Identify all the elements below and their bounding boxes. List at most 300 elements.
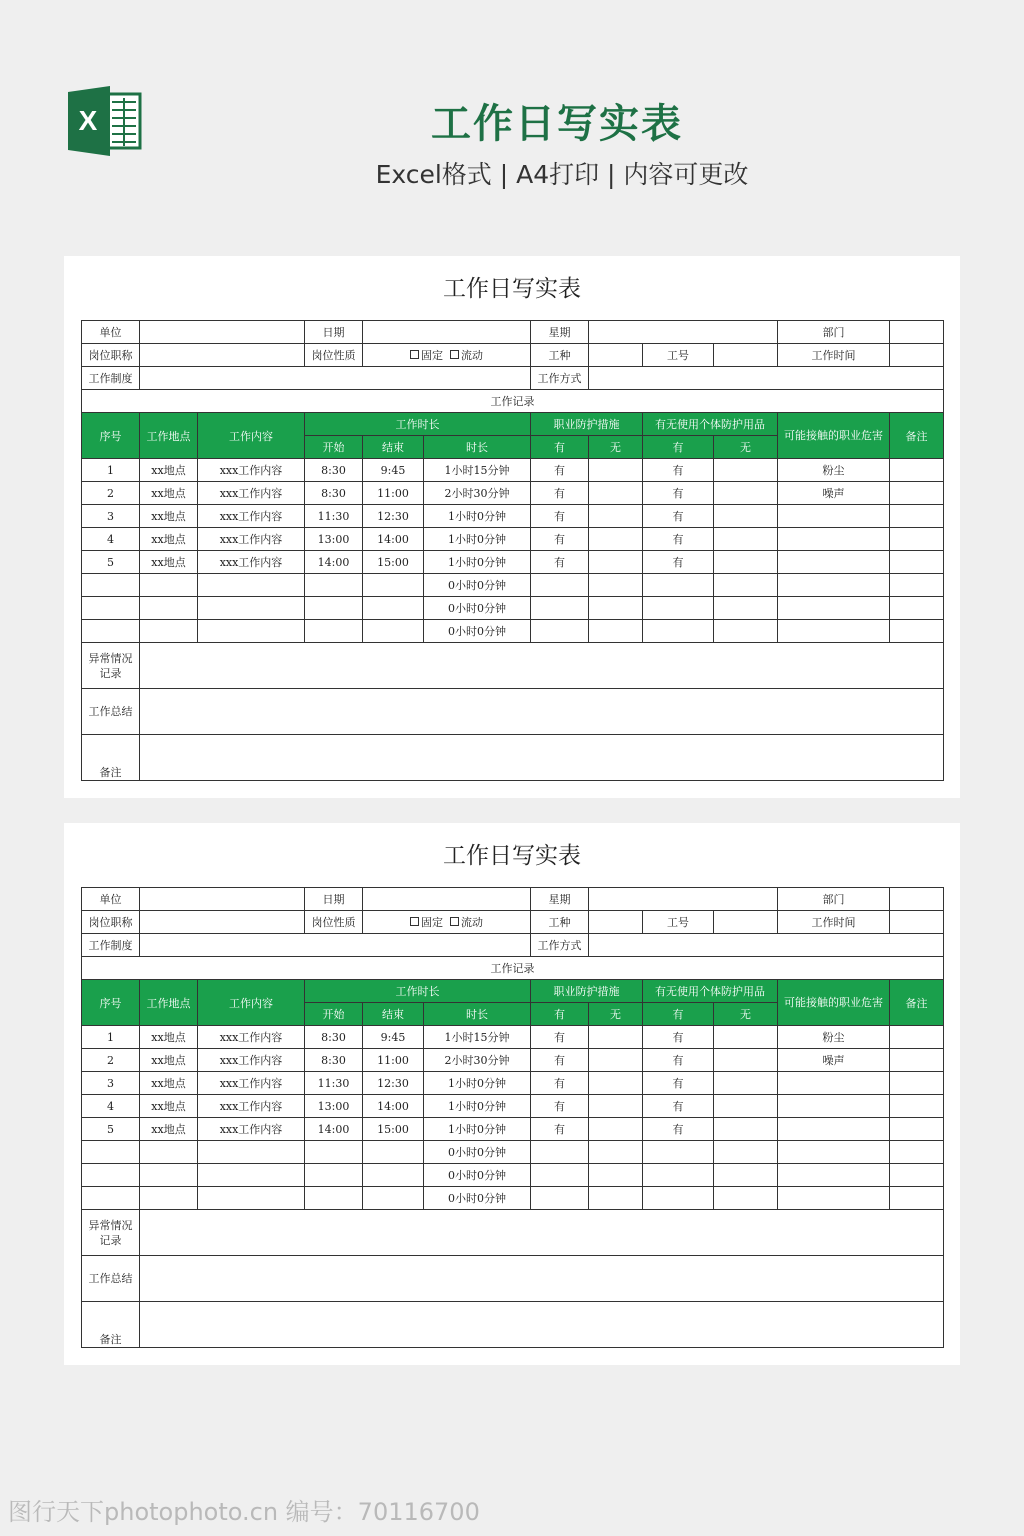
row-hazard[interactable] bbox=[778, 574, 890, 597]
page-title: 工作日写实表 bbox=[431, 101, 683, 147]
row-place[interactable]: xx地点 bbox=[140, 551, 198, 574]
col-start: 开始 bbox=[305, 436, 363, 459]
row-no[interactable]: 3 bbox=[82, 505, 140, 528]
row-remark[interactable] bbox=[890, 1095, 944, 1118]
row-no[interactable]: 2 bbox=[82, 1049, 140, 1072]
post-field[interactable] bbox=[140, 911, 305, 934]
row-hazard[interactable]: 粉尘 bbox=[778, 1026, 890, 1049]
row-protect-yes[interactable]: 有 bbox=[531, 1049, 589, 1072]
row-ppe-yes[interactable]: 有 bbox=[643, 1072, 714, 1095]
row-ppe-no[interactable] bbox=[714, 1095, 778, 1118]
row-ppe-yes[interactable] bbox=[643, 1164, 714, 1187]
row-content[interactable] bbox=[198, 1187, 305, 1210]
col-protect-group: 职业防护措施 bbox=[531, 980, 643, 1003]
table-row bbox=[82, 1026, 944, 1049]
row-length[interactable]: 1小时0分钟 bbox=[424, 1095, 531, 1118]
fixed-option-label: 固定 bbox=[421, 916, 443, 929]
abnormal-field[interactable] bbox=[140, 643, 944, 689]
remark-label: 备注 bbox=[82, 1302, 140, 1348]
row-length[interactable]: 2小时30分钟 bbox=[424, 1049, 531, 1072]
table-row bbox=[82, 459, 944, 482]
row-place[interactable]: xx地点 bbox=[140, 1049, 198, 1072]
col-remark: 备注 bbox=[890, 413, 944, 459]
row-ppe-yes[interactable] bbox=[643, 1141, 714, 1164]
col-end: 结束 bbox=[363, 436, 424, 459]
row-end[interactable]: 12:30 bbox=[363, 505, 424, 528]
row-length[interactable]: 2小时30分钟 bbox=[424, 482, 531, 505]
col-ppe-no: 无 bbox=[714, 1003, 778, 1026]
remark-field[interactable] bbox=[140, 1302, 944, 1348]
row-length[interactable]: 0小时0分钟 bbox=[424, 574, 531, 597]
row-remark[interactable] bbox=[890, 505, 944, 528]
row-ppe-no[interactable] bbox=[714, 1118, 778, 1141]
unit-field[interactable] bbox=[140, 321, 305, 344]
sheet-title: 工作日写实表 bbox=[443, 843, 581, 869]
row-ppe-yes[interactable]: 有 bbox=[643, 551, 714, 574]
row-content[interactable] bbox=[198, 574, 305, 597]
system-label: 工作制度 bbox=[82, 934, 140, 957]
date-field[interactable] bbox=[363, 888, 531, 911]
remark-field[interactable] bbox=[140, 735, 944, 781]
row-length[interactable]: 0小时0分钟 bbox=[424, 1187, 531, 1210]
table-row bbox=[82, 1118, 944, 1141]
id-label: 工号 bbox=[643, 344, 714, 367]
dept-field[interactable] bbox=[890, 321, 944, 344]
table-row bbox=[82, 597, 944, 620]
row-protect-no[interactable] bbox=[589, 1187, 643, 1210]
row-ppe-yes[interactable]: 有 bbox=[643, 482, 714, 505]
row-length[interactable]: 0小时0分钟 bbox=[424, 1164, 531, 1187]
weekday-label: 星期 bbox=[531, 321, 589, 344]
row-protect-no[interactable] bbox=[589, 1049, 643, 1072]
row-no[interactable] bbox=[82, 1141, 140, 1164]
col-length: 时长 bbox=[424, 1003, 531, 1026]
abnormal-field[interactable] bbox=[140, 1210, 944, 1256]
row-ppe-yes[interactable]: 有 bbox=[643, 1095, 714, 1118]
type-field[interactable] bbox=[589, 344, 643, 367]
row-protect-yes[interactable] bbox=[531, 1141, 589, 1164]
row-start[interactable] bbox=[305, 1164, 363, 1187]
row-protect-no[interactable] bbox=[589, 1072, 643, 1095]
row-ppe-yes[interactable]: 有 bbox=[643, 1118, 714, 1141]
row-protect-no[interactable] bbox=[589, 551, 643, 574]
col-end: 结束 bbox=[363, 1003, 424, 1026]
row-place[interactable]: xx地点 bbox=[140, 459, 198, 482]
row-place[interactable]: xx地点 bbox=[140, 1095, 198, 1118]
row-length[interactable]: 0小时0分钟 bbox=[424, 620, 531, 643]
row-protect-no[interactable] bbox=[589, 1026, 643, 1049]
col-protect-yes: 有 bbox=[531, 1003, 589, 1026]
row-ppe-no[interactable] bbox=[714, 459, 778, 482]
row-protect-yes[interactable] bbox=[531, 597, 589, 620]
row-ppe-no[interactable] bbox=[714, 574, 778, 597]
row-hazard[interactable] bbox=[778, 620, 890, 643]
dept-label: 部门 bbox=[778, 321, 890, 344]
row-content[interactable] bbox=[198, 620, 305, 643]
row-place[interactable]: xx地点 bbox=[140, 482, 198, 505]
id-label: 工号 bbox=[643, 911, 714, 934]
row-hazard[interactable] bbox=[778, 528, 890, 551]
row-place[interactable]: xx地点 bbox=[140, 528, 198, 551]
row-hazard[interactable] bbox=[778, 551, 890, 574]
row-place[interactable] bbox=[140, 620, 198, 643]
row-start[interactable] bbox=[305, 574, 363, 597]
row-no[interactable]: 5 bbox=[82, 551, 140, 574]
date-label: 日期 bbox=[305, 888, 363, 911]
row-no[interactable]: 4 bbox=[82, 1095, 140, 1118]
record-rows bbox=[82, 459, 944, 643]
mobile-option-label: 流动 bbox=[461, 916, 483, 929]
type-label: 工种 bbox=[531, 344, 589, 367]
col-no: 序号 bbox=[82, 413, 140, 459]
record-rows bbox=[82, 1026, 944, 1210]
row-hazard[interactable] bbox=[778, 597, 890, 620]
row-ppe-no[interactable] bbox=[714, 1072, 778, 1095]
row-end[interactable]: 11:00 bbox=[363, 482, 424, 505]
summary-field[interactable] bbox=[140, 689, 944, 735]
row-protect-yes[interactable]: 有 bbox=[531, 459, 589, 482]
row-protect-yes[interactable]: 有 bbox=[531, 482, 589, 505]
row-protect-no[interactable] bbox=[589, 505, 643, 528]
row-protect-yes[interactable] bbox=[531, 1164, 589, 1187]
row-ppe-no[interactable] bbox=[714, 482, 778, 505]
col-duration-group: 工作时长 bbox=[305, 413, 531, 436]
row-no[interactable] bbox=[82, 574, 140, 597]
row-end[interactable]: 15:00 bbox=[363, 1118, 424, 1141]
row-remark[interactable] bbox=[890, 1141, 944, 1164]
row-ppe-yes[interactable] bbox=[643, 1187, 714, 1210]
mode-field[interactable] bbox=[589, 934, 944, 957]
unit-field[interactable] bbox=[140, 888, 305, 911]
post-label: 岗位职称 bbox=[82, 344, 140, 367]
row-protect-yes[interactable]: 有 bbox=[531, 505, 589, 528]
col-ppe-yes: 有 bbox=[643, 436, 714, 459]
row-remark[interactable] bbox=[890, 1026, 944, 1049]
row-hazard[interactable] bbox=[778, 1187, 890, 1210]
col-duration-group: 工作时长 bbox=[305, 980, 531, 1003]
row-end[interactable]: 11:00 bbox=[363, 1049, 424, 1072]
table-row bbox=[82, 1187, 944, 1210]
row-protect-yes[interactable]: 有 bbox=[531, 1118, 589, 1141]
row-start[interactable]: 8:30 bbox=[305, 482, 363, 505]
row-length[interactable]: 1小时0分钟 bbox=[424, 1118, 531, 1141]
row-remark[interactable] bbox=[890, 1049, 944, 1072]
unit-label: 单位 bbox=[82, 321, 140, 344]
sheet-title: 工作日写实表 bbox=[443, 276, 581, 302]
row-place[interactable]: xx地点 bbox=[140, 1072, 198, 1095]
row-no[interactable]: 2 bbox=[82, 482, 140, 505]
table-row bbox=[82, 528, 944, 551]
col-remark: 备注 bbox=[890, 980, 944, 1026]
mobile-option-label: 流动 bbox=[461, 349, 483, 362]
row-content[interactable]: xxx工作内容 bbox=[198, 482, 305, 505]
row-protect-no[interactable] bbox=[589, 574, 643, 597]
table-row bbox=[82, 1049, 944, 1072]
record-title: 工作记录 bbox=[82, 390, 944, 413]
row-no[interactable] bbox=[82, 620, 140, 643]
row-protect-yes[interactable] bbox=[531, 574, 589, 597]
row-length[interactable]: 1小时0分钟 bbox=[424, 551, 531, 574]
type-label: 工种 bbox=[531, 911, 589, 934]
row-end[interactable] bbox=[363, 1141, 424, 1164]
post-field[interactable] bbox=[140, 344, 305, 367]
row-protect-no[interactable] bbox=[589, 528, 643, 551]
fixed-checkbox[interactable] bbox=[410, 917, 419, 926]
table-row bbox=[82, 505, 944, 528]
row-remark[interactable] bbox=[890, 574, 944, 597]
row-protect-no[interactable] bbox=[589, 597, 643, 620]
row-ppe-yes[interactable] bbox=[643, 597, 714, 620]
record-title: 工作记录 bbox=[82, 957, 944, 980]
table-row bbox=[82, 1095, 944, 1118]
row-end[interactable]: 9:45 bbox=[363, 1026, 424, 1049]
row-start[interactable]: 11:30 bbox=[305, 1072, 363, 1095]
row-remark[interactable] bbox=[890, 1187, 944, 1210]
summary-field[interactable] bbox=[140, 1256, 944, 1302]
row-no[interactable]: 4 bbox=[82, 528, 140, 551]
row-protect-yes[interactable]: 有 bbox=[531, 528, 589, 551]
table-row bbox=[82, 482, 944, 505]
row-start[interactable]: 14:00 bbox=[305, 551, 363, 574]
id-field[interactable] bbox=[714, 344, 778, 367]
row-protect-yes[interactable]: 有 bbox=[531, 1072, 589, 1095]
row-place[interactable]: xx地点 bbox=[140, 1026, 198, 1049]
table-row bbox=[82, 551, 944, 574]
work-record-table bbox=[81, 320, 944, 781]
row-start[interactable] bbox=[305, 620, 363, 643]
mode-field[interactable] bbox=[589, 367, 944, 390]
col-ppe-group: 有无使用个体防护用品 bbox=[643, 413, 778, 436]
row-protect-yes[interactable]: 有 bbox=[531, 551, 589, 574]
col-content: 工作内容 bbox=[198, 413, 305, 459]
row-end[interactable]: 9:45 bbox=[363, 459, 424, 482]
row-no[interactable]: 1 bbox=[82, 1026, 140, 1049]
row-content[interactable]: xxx工作内容 bbox=[198, 505, 305, 528]
mobile-checkbox[interactable] bbox=[450, 917, 459, 926]
row-content[interactable] bbox=[198, 597, 305, 620]
row-ppe-no[interactable] bbox=[714, 1026, 778, 1049]
mode-label: 工作方式 bbox=[531, 367, 589, 390]
row-remark[interactable] bbox=[890, 620, 944, 643]
mobile-checkbox[interactable] bbox=[450, 350, 459, 359]
row-length[interactable]: 1小时15分钟 bbox=[424, 459, 531, 482]
row-start[interactable]: 13:00 bbox=[305, 1095, 363, 1118]
row-start[interactable]: 8:30 bbox=[305, 459, 363, 482]
row-remark[interactable] bbox=[890, 459, 944, 482]
row-end[interactable] bbox=[363, 597, 424, 620]
row-remark[interactable] bbox=[890, 1072, 944, 1095]
row-hazard[interactable] bbox=[778, 1118, 890, 1141]
time-field[interactable] bbox=[890, 344, 944, 367]
fixed-checkbox[interactable] bbox=[410, 350, 419, 359]
row-ppe-no[interactable] bbox=[714, 1187, 778, 1210]
col-hazard: 可能接触的职业危害 bbox=[778, 413, 890, 459]
row-ppe-yes[interactable]: 有 bbox=[643, 528, 714, 551]
row-place[interactable] bbox=[140, 1164, 198, 1187]
remark-label: 备注 bbox=[82, 735, 140, 781]
row-content[interactable]: xxx工作内容 bbox=[198, 1049, 305, 1072]
row-place[interactable] bbox=[140, 1141, 198, 1164]
row-no[interactable] bbox=[82, 1164, 140, 1187]
row-content[interactable]: xxx工作内容 bbox=[198, 1095, 305, 1118]
row-end[interactable]: 14:00 bbox=[363, 528, 424, 551]
row-place[interactable] bbox=[140, 597, 198, 620]
weekday-label: 星期 bbox=[531, 888, 589, 911]
row-protect-no[interactable] bbox=[589, 1141, 643, 1164]
row-remark[interactable] bbox=[890, 482, 944, 505]
row-end[interactable] bbox=[363, 1164, 424, 1187]
col-length: 时长 bbox=[424, 436, 531, 459]
row-ppe-yes[interactable]: 有 bbox=[643, 1026, 714, 1049]
page-header bbox=[0, 0, 1024, 230]
row-start[interactable]: 14:00 bbox=[305, 1118, 363, 1141]
row-protect-no[interactable] bbox=[589, 482, 643, 505]
type-field[interactable] bbox=[589, 911, 643, 934]
row-hazard[interactable] bbox=[778, 1072, 890, 1095]
row-content[interactable]: xxx工作内容 bbox=[198, 528, 305, 551]
post-label: 岗位职称 bbox=[82, 911, 140, 934]
row-start[interactable]: 11:30 bbox=[305, 505, 363, 528]
nature-label: 岗位性质 bbox=[305, 344, 363, 367]
id-field[interactable] bbox=[714, 911, 778, 934]
row-length[interactable]: 0小时0分钟 bbox=[424, 1141, 531, 1164]
row-hazard[interactable]: 噪声 bbox=[778, 482, 890, 505]
time-label: 工作时间 bbox=[778, 911, 890, 934]
row-start[interactable]: 13:00 bbox=[305, 528, 363, 551]
row-no[interactable]: 3 bbox=[82, 1072, 140, 1095]
row-ppe-yes[interactable] bbox=[643, 620, 714, 643]
row-protect-no[interactable] bbox=[589, 1095, 643, 1118]
col-protect-no: 无 bbox=[589, 1003, 643, 1026]
row-start[interactable]: 8:30 bbox=[305, 1049, 363, 1072]
row-no[interactable]: 1 bbox=[82, 459, 140, 482]
row-content[interactable] bbox=[198, 1141, 305, 1164]
row-hazard[interactable] bbox=[778, 1164, 890, 1187]
row-protect-no[interactable] bbox=[589, 459, 643, 482]
row-no[interactable] bbox=[82, 597, 140, 620]
row-start[interactable]: 8:30 bbox=[305, 1026, 363, 1049]
row-place[interactable] bbox=[140, 574, 198, 597]
row-ppe-no[interactable] bbox=[714, 620, 778, 643]
dept-label: 部门 bbox=[778, 888, 890, 911]
row-content[interactable] bbox=[198, 1164, 305, 1187]
row-start[interactable] bbox=[305, 1187, 363, 1210]
row-hazard[interactable]: 噪声 bbox=[778, 1049, 890, 1072]
row-length[interactable]: 1小时15分钟 bbox=[424, 1026, 531, 1049]
nature-label: 岗位性质 bbox=[305, 911, 363, 934]
row-no[interactable] bbox=[82, 1187, 140, 1210]
row-protect-yes[interactable] bbox=[531, 1187, 589, 1210]
date-field[interactable] bbox=[363, 321, 531, 344]
row-start[interactable] bbox=[305, 1141, 363, 1164]
time-field[interactable] bbox=[890, 911, 944, 934]
col-hazard: 可能接触的职业危害 bbox=[778, 980, 890, 1026]
row-ppe-yes[interactable]: 有 bbox=[643, 1049, 714, 1072]
weekday-field[interactable] bbox=[589, 321, 778, 344]
row-ppe-no[interactable] bbox=[714, 505, 778, 528]
row-ppe-no[interactable] bbox=[714, 597, 778, 620]
row-end[interactable] bbox=[363, 574, 424, 597]
row-ppe-no[interactable] bbox=[714, 551, 778, 574]
row-remark[interactable] bbox=[890, 551, 944, 574]
col-place: 工作地点 bbox=[140, 413, 198, 459]
row-ppe-no[interactable] bbox=[714, 528, 778, 551]
row-remark[interactable] bbox=[890, 528, 944, 551]
row-end[interactable] bbox=[363, 620, 424, 643]
row-content[interactable]: xxx工作内容 bbox=[198, 1118, 305, 1141]
row-remark[interactable] bbox=[890, 1164, 944, 1187]
row-protect-yes[interactable]: 有 bbox=[531, 1026, 589, 1049]
table-row bbox=[82, 574, 944, 597]
row-start[interactable] bbox=[305, 597, 363, 620]
row-no[interactable]: 5 bbox=[82, 1118, 140, 1141]
row-protect-yes[interactable]: 有 bbox=[531, 1095, 589, 1118]
row-length[interactable]: 0小时0分钟 bbox=[424, 597, 531, 620]
weekday-field[interactable] bbox=[589, 888, 778, 911]
row-end[interactable]: 12:30 bbox=[363, 1072, 424, 1095]
row-content[interactable]: xxx工作内容 bbox=[198, 551, 305, 574]
row-content[interactable]: xxx工作内容 bbox=[198, 459, 305, 482]
col-ppe-yes: 有 bbox=[643, 1003, 714, 1026]
row-hazard[interactable] bbox=[778, 1095, 890, 1118]
row-protect-no[interactable] bbox=[589, 1118, 643, 1141]
row-ppe-yes[interactable]: 有 bbox=[643, 459, 714, 482]
row-protect-no[interactable] bbox=[589, 1164, 643, 1187]
row-length[interactable]: 1小时0分钟 bbox=[424, 528, 531, 551]
dept-field[interactable] bbox=[890, 888, 944, 911]
row-place[interactable]: xx地点 bbox=[140, 505, 198, 528]
row-hazard[interactable] bbox=[778, 505, 890, 528]
watermark: 图行天下photophoto.cn 编号：70116700 bbox=[8, 1498, 480, 1526]
table-row bbox=[82, 1072, 944, 1095]
row-ppe-no[interactable] bbox=[714, 1049, 778, 1072]
table-row bbox=[82, 1164, 944, 1187]
row-protect-yes[interactable] bbox=[531, 620, 589, 643]
row-place[interactable]: xx地点 bbox=[140, 1118, 198, 1141]
system-field[interactable] bbox=[140, 934, 531, 957]
col-start: 开始 bbox=[305, 1003, 363, 1026]
summary-label: 工作总结 bbox=[82, 689, 140, 735]
row-hazard[interactable] bbox=[778, 1141, 890, 1164]
time-label: 工作时间 bbox=[778, 344, 890, 367]
row-length[interactable]: 1小时0分钟 bbox=[424, 505, 531, 528]
col-protect-no: 无 bbox=[589, 436, 643, 459]
worksheet-preview-2 bbox=[64, 823, 960, 1365]
fixed-option-label: 固定 bbox=[421, 349, 443, 362]
system-field[interactable] bbox=[140, 367, 531, 390]
row-content[interactable]: xxx工作内容 bbox=[198, 1072, 305, 1095]
abnormal-label: 异常情况记录 bbox=[82, 1210, 140, 1256]
row-end[interactable]: 14:00 bbox=[363, 1095, 424, 1118]
row-content[interactable]: xxx工作内容 bbox=[198, 1026, 305, 1049]
row-hazard[interactable]: 粉尘 bbox=[778, 459, 890, 482]
date-label: 日期 bbox=[305, 321, 363, 344]
row-ppe-yes[interactable] bbox=[643, 574, 714, 597]
row-protect-no[interactable] bbox=[589, 620, 643, 643]
row-remark[interactable] bbox=[890, 1118, 944, 1141]
row-ppe-no[interactable] bbox=[714, 1164, 778, 1187]
abnormal-label: 异常情况记录 bbox=[82, 643, 140, 689]
row-ppe-yes[interactable]: 有 bbox=[643, 505, 714, 528]
row-ppe-no[interactable] bbox=[714, 1141, 778, 1164]
page-subtitle: Excel格式 | A4打印 | 内容可更改 bbox=[375, 160, 749, 189]
row-end[interactable]: 15:00 bbox=[363, 551, 424, 574]
row-length[interactable]: 1小时0分钟 bbox=[424, 1072, 531, 1095]
nature-options bbox=[363, 344, 531, 367]
row-place[interactable] bbox=[140, 1187, 198, 1210]
row-end[interactable] bbox=[363, 1187, 424, 1210]
row-remark[interactable] bbox=[890, 597, 944, 620]
